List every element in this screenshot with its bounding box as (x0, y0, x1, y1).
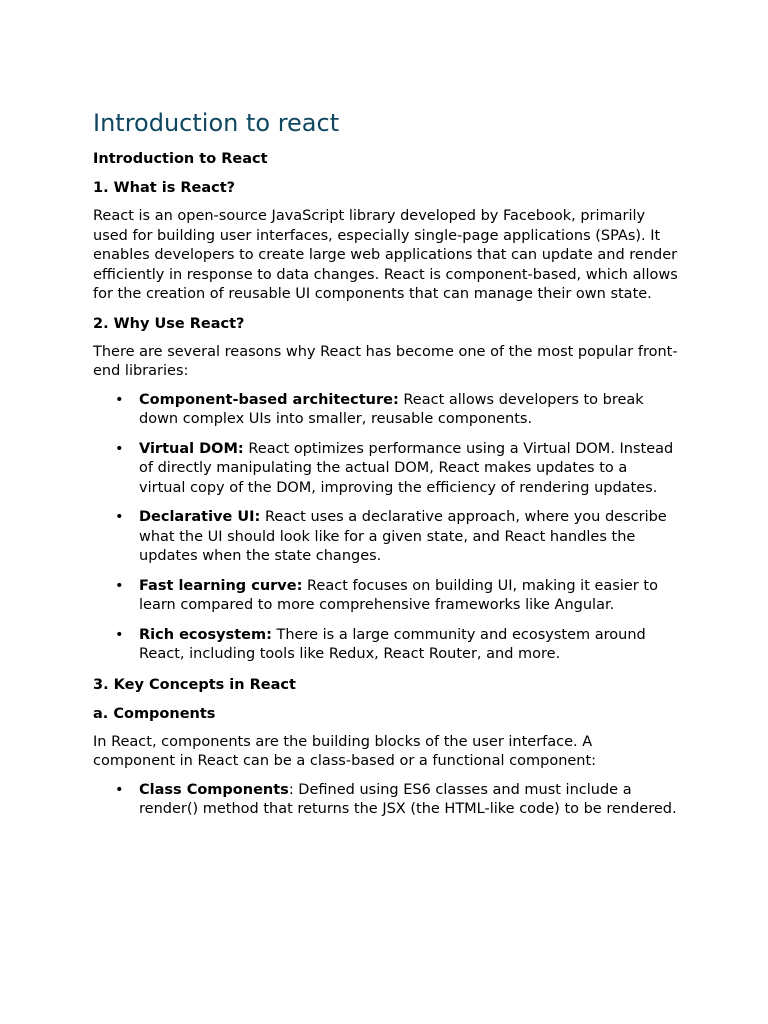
bullet-icon: • (115, 577, 124, 594)
section-heading-what-is-react: 1. What is React? (93, 180, 236, 196)
list-item-text: There is a large community and ecosystem around React, including tools like Redux, React Router, and more. (139, 626, 646, 662)
list-item-term: Component-based architecture: (139, 391, 399, 408)
section-heading-why-use-react: 2. Why Use React? (93, 315, 245, 332)
bullet-icon: • (115, 440, 124, 457)
list-item-text: React focuses on building UI, making it easier to learn compared to more comprehensive frameworks like Angular. (139, 577, 658, 613)
list-item (93, 577, 678, 616)
document-title: Introduction to react (93, 109, 340, 137)
bullet-icon: • (115, 391, 124, 408)
components-bullet-list (93, 781, 678, 820)
section-paragraph-what-is-react: React is an open-source JavaScript library developed by Facebook, primarily used for building user interfaces, especially single-page applications (SPAs). It enables developers to create large web applications that can update and render efficiently in response to data changes. React is component-based, which allows for the creation of reusable UI components that can manage their own state. (93, 208, 678, 302)
list-item-text: React allows developers to break down complex UIs into smaller, reusable components. (139, 391, 644, 427)
bullet-icon: • (115, 626, 124, 643)
section-paragraph-why-use-react: There are several reasons why React has become one of the most popular front-end libraries: (93, 343, 678, 379)
list-item (93, 781, 678, 820)
list-item-term: Fast learning curve: (139, 577, 303, 594)
list-item (93, 440, 678, 499)
bullet-icon: • (115, 509, 124, 525)
bullet-icon: • (115, 781, 124, 798)
list-item-text: : Defined using ES6 classes and must include a render() method that returns the JSX (the HTML-like code) to be rendered. (139, 781, 677, 817)
subsection-heading-components: a. Components (93, 705, 216, 722)
list-item-term: Declarative UI: (139, 509, 261, 525)
list-item (93, 391, 678, 430)
section-heading-key-concepts: 3. Key Concepts in React (93, 676, 296, 693)
list-item-term: Rich ecosystem: (139, 626, 272, 643)
list-item (93, 626, 678, 665)
why-react-bullet-list (93, 391, 678, 665)
list-item (93, 508, 678, 567)
section-paragraph-components: In React, components are the building blocks of the user interface. A component in React can be a class-based or a functional component: (93, 733, 597, 769)
list-item-term: Class Components (139, 781, 289, 798)
document-subtitle: Introduction to React (93, 151, 268, 167)
list-item-text: React optimizes performance using a Virtual DOM. Instead of directly manipulating the actual DOM, React makes updates to a virtual copy of the DOM, improving the efficiency of rendering updates. (139, 440, 674, 496)
list-item-text: React uses a declarative approach, where you describe what the UI should look like for a given state, and React handles the updates when the state changes. (139, 509, 667, 564)
list-item-term: Virtual DOM: (139, 440, 244, 457)
